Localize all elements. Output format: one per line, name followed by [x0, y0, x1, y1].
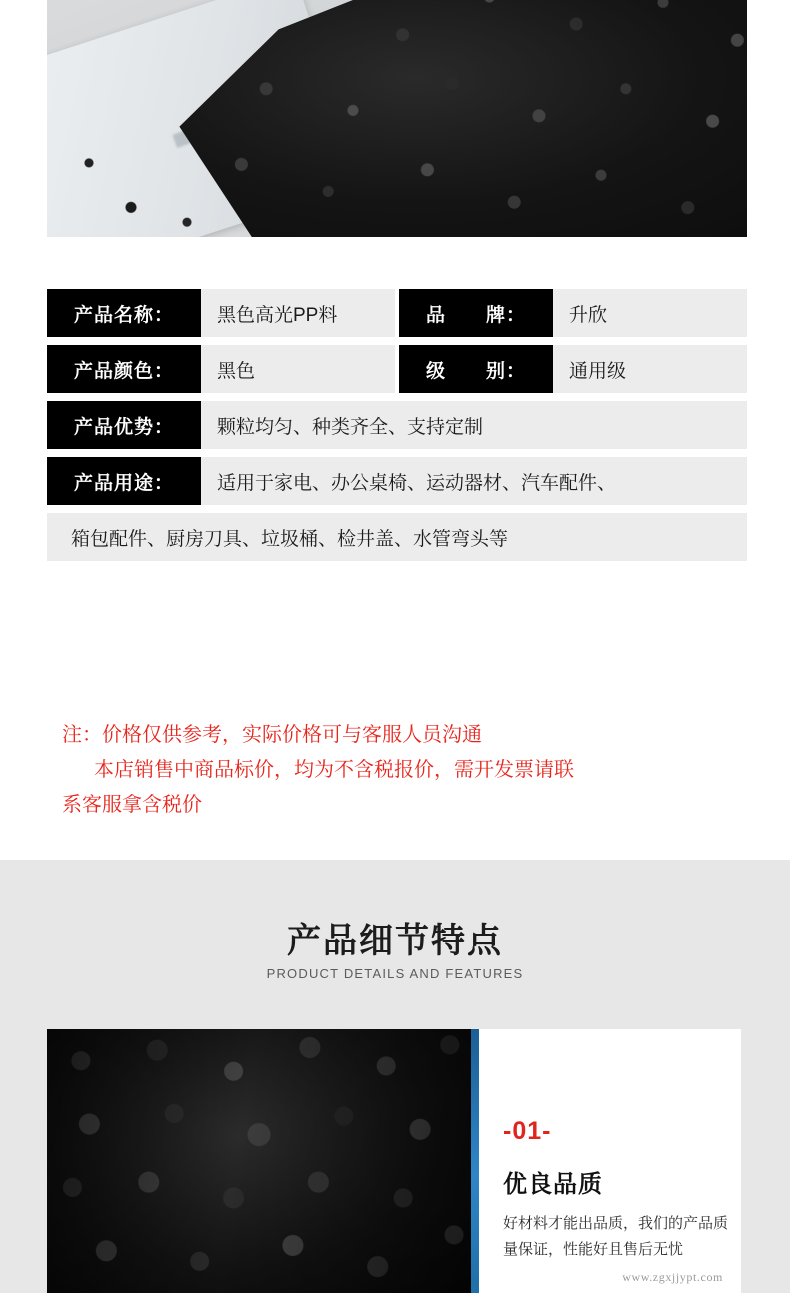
detail-card-photo — [47, 1029, 471, 1293]
price-note-line-1: 注：价格仅供参考，实际价格可与客服人员沟通 — [62, 724, 482, 746]
site-watermark: www.zgxjjypt.com — [622, 1270, 723, 1284]
spec-label-advantages: 产品优势： — [47, 401, 201, 449]
price-note — [62, 718, 742, 823]
spec-value-product-name: 黑色高光PP料 — [201, 289, 395, 337]
price-note-line-3: 系客服拿含税价 — [62, 794, 202, 816]
spec-table — [47, 289, 747, 561]
spec-value-usage: 适用于家电、办公桌椅、运动器材、汽车配件、 — [201, 457, 747, 505]
detail-card-number: -01- — [503, 1117, 552, 1145]
section-title: 产品细节特点 — [287, 922, 503, 960]
table-row — [47, 289, 747, 337]
hero-product-photo — [47, 0, 747, 237]
photo-scattered-pellets — [47, 0, 747, 237]
spec-label-grade: 级 别： — [399, 345, 553, 393]
table-row-continuation — [47, 513, 747, 561]
spec-value-product-color: 黑色 — [201, 345, 395, 393]
detail-card-text: 好材料才能出品质，我们的产品质量保证，性能好且售后无忧 — [503, 1215, 729, 1258]
section-subtitle: PRODUCT DETAILS AND FEATURES — [266, 966, 524, 981]
spec-value-usage-continued: 箱包配件、厨房刀具、垃圾桶、检井盖、水管弯头等 — [47, 513, 747, 561]
price-note-line-2: 本店销售中商品标价，均为不含税报价，需开发票请联 — [94, 759, 574, 781]
spec-label-product-color: 产品颜色： — [47, 345, 201, 393]
detail-card-accent-bar — [471, 1029, 479, 1293]
spec-value-advantages: 颗粒均匀、种类齐全、支持定制 — [201, 401, 747, 449]
spec-value-brand: 升欣 — [553, 289, 747, 337]
table-row — [47, 345, 747, 393]
table-row — [47, 401, 747, 449]
detail-card-title: 优良品质 — [503, 1171, 603, 1198]
detail-card-body — [479, 1029, 741, 1293]
detail-card-01 — [47, 1029, 741, 1293]
table-row — [47, 457, 747, 505]
spec-label-product-name: 产品名称： — [47, 289, 201, 337]
spec-label-usage: 产品用途： — [47, 457, 201, 505]
spec-value-grade: 通用级 — [553, 345, 747, 393]
detail-photo-shading — [47, 1029, 471, 1293]
spec-label-brand: 品 牌： — [399, 289, 553, 337]
